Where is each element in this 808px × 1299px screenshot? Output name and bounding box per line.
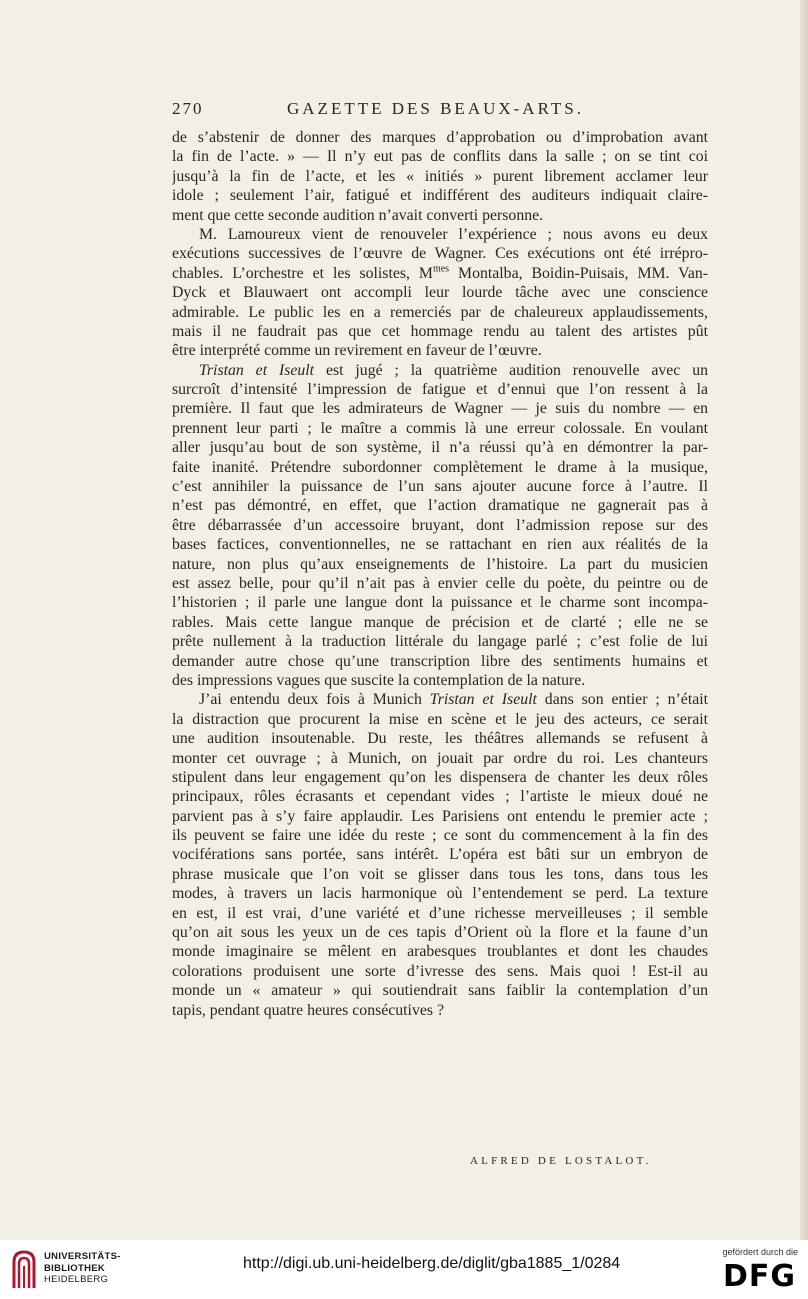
text-segment: est assez belle, pour qu’il n’ait pas à envier celle du poète, du peintre ou de [172,574,708,592]
text-segment: stipulent dans leur engagement qu’on les dispensera de chanter les deux rôles [172,768,708,786]
text-line [172,380,708,399]
text-segment: surcroît d’intensité l’impression de fatigue et d’ennui que l’on ressent à la [172,381,708,399]
text-segment: monde un « amateur » qui soutiendrait sans faiblir la contemplation d’un [172,982,708,1000]
text-segment: faite inanité. Prétendre subordonner complètement le drame à la musique, [172,458,708,476]
text-segment: principaux, rôles écrasants et cependant vides ; l’artiste le mieux doué ne [172,788,708,806]
journal-title: GAZETTE DES BEAUX-ARTS. [287,99,584,118]
text-line [172,206,708,225]
text-line [172,593,708,612]
text-line [172,845,708,864]
superscript: mes [432,263,450,275]
text-segment: mais il ne faudrait pas que cet hommage rendu au talent des artistes pût [172,322,708,340]
text-line [172,962,708,981]
text-segment: J’ai entendu deux fois à Munich [199,691,430,709]
text-segment: monter cet ouvrage ; à Munich, on jouait par ordre du roi. Les chanteurs [172,749,708,767]
text-segment: prennent leur parti ; le maître a commis là une erreur colossale. En voulant [172,419,708,437]
running-head [172,99,708,121]
text-line [172,613,708,632]
text-segment: première. Il faut que les admirateurs de Wagner — je suis du nombre — en [172,400,708,418]
text-segment: n’est pas démontré, en effet, que l’action dramatique ne gagnerait pas à [172,497,708,515]
text-line [172,167,708,186]
text-line [172,865,708,884]
text-line [172,690,708,709]
text-segment: une audition insoutenable. Du reste, les théâtres allemands se refusent à [172,730,708,748]
funded-by-label: gefördert durch die [722,1247,798,1257]
text-segment: monde imaginaire se mêlent en arabesques troublantes et dont les chaudes [172,943,708,961]
text-line [172,942,708,961]
text-segment: la fin de l’acte. » — Il n’y eut pas de conflits dans la salle ; on se tint coi [172,148,708,166]
text-line [172,923,708,942]
text-segment: la distraction que procurent la mise en scène et le jeu des acteurs, ce serait [172,710,708,728]
text-segment: modes, à travers un lacis harmonique où l’entendement se perd. La texture [172,885,708,903]
text-segment: jusqu’à la fin de l’acte, et les « initiés » purent librement acclamer leur [172,167,708,185]
text-line [172,399,708,418]
text-segment: des impressions vagues que suscite la contemplation de la nature. [172,671,586,689]
text-segment: chables. L’orchestre et les solistes, M [172,264,433,282]
text-segment: exécutions successives de l’œuvre de Wagner. Ces exécutions ont été irrépro- [172,245,708,263]
text-segment: être débarrassée d’un accessoire bruyant, dont l’admission repose sur des [172,516,708,534]
text-line [172,496,708,515]
text-line [172,729,708,748]
text-line [172,458,708,477]
text-line [172,787,708,806]
text-line [172,768,708,787]
text-line [172,361,708,380]
text-segment: ment que cette seconde audition n’avait converti personne. [172,206,544,224]
text-line [172,322,708,341]
text-line [172,128,708,147]
author-signature: ALFRED DE LOSTALOT. [470,1155,652,1167]
text-segment: ils peuvent se faire une idée du reste ; ce sont du commencement à la fin des [172,827,708,845]
text-line [172,341,708,360]
text-segment: phrase musicale que l’on voit se glisser dans tous les tons, dans tous les [172,865,708,883]
text-line [172,244,708,263]
text-line [172,225,708,244]
text-segment: admirable. Le public les en a remerciés par de chaleureux applaudissements, [172,303,708,321]
italic-title: Tristan et Iseult [199,361,315,379]
dfg-logo-text: DFG [722,1259,796,1294]
text-line [172,186,708,205]
text-segment: c’est annihiler la puissance de l’un sans ajouter aucune force à l’autre. Il [172,478,708,496]
text-line [172,826,708,845]
text-line [172,535,708,554]
text-line [172,671,708,690]
text-line [172,303,708,322]
text-segment: de s’abstenir de donner des marques d’approbation ou d’improbation avant [172,129,708,146]
page-edge-shadow [800,0,808,1240]
text-segment: aller jusqu’au bout de son système, il n’a réussi qu’à en démontrer la par- [172,439,708,457]
text-segment: nature, non plus qu’aux enseignements de l’histoire. La part du musicien [172,555,708,573]
university-library-logo-icon [10,1248,38,1290]
text-line [172,477,708,496]
text-line [172,710,708,729]
text-segment: bases factices, conventionnelles, ne se rattachant en rien aux réalités de la [172,536,708,554]
page-number: 270 [172,99,204,118]
text-segment: Dyck et Blauwaert ont accompli leur lourde tâche avec une conscience [172,284,708,302]
text-line [172,1001,708,1020]
text-line [172,807,708,826]
library-name: UNIVERSITÄTS- BIBLIOTHEK HEIDELBERG [44,1251,121,1285]
text-line [172,147,708,166]
text-segment: en est, il est vrai, d’une variété et d’une richesse merveilleuses ; il semble [172,904,708,922]
text-segment: colorations produisent une sorte d’ivresse des sens. Mais quoi ! Est-il au [172,962,708,980]
text-segment: idole ; seulement l’air, fatigué et indifférent des auditeurs indiquait claire- [172,187,708,205]
text-segment: prête nullement à la traduction littérale du langage parlé ; c’est folie de lui [172,633,708,651]
article-body [172,128,708,1020]
permalink-url[interactable]: http://digi.ub.uni-heidelberg.de/diglit/gba1885_1/0284 [243,1255,621,1272]
text-line [172,904,708,923]
text-segment: dans son entier ; n’était [536,691,708,709]
text-segment: l’historien ; il parle une langue dont la puissance et le charme sont incompa- [172,594,708,612]
text-line [172,283,708,302]
text-line [172,516,708,535]
text-segment: rables. Mais cette langue manque de précision et de clarté ; elle ne se [172,613,708,631]
text-segment: est jugé ; la quatrième audition renouvelle avec un [314,361,708,379]
text-line [172,555,708,574]
text-segment: tapis, pendant quatre heures consécutives ? [172,1001,444,1019]
italic-title: Tristan et Iseult [429,691,537,709]
text-segment: être interprété comme un revirement en faveur de l’œuvre. [172,342,542,360]
text-line [172,884,708,903]
text-line [172,652,708,671]
text-segment: vociférations sans portée, sans intérêt. L’opéra est bâti sur un embryon de [172,846,708,864]
text-line [172,981,708,1000]
text-segment: parvient pas à s’y faire applaudir. Les Parisiens ont entendu le premier acte ; [172,807,708,825]
text-segment: M. Lamoureux vient de renouveler l’expérience ; nous avons eu deux [199,225,708,243]
text-line [172,438,708,457]
text-segment: demander autre chose qu’une transcription libre des sentiments humains et [172,652,708,670]
text-segment: Montalba, Boidin-Puisais, MM. Van- [449,264,708,282]
digitization-footer [0,1240,808,1299]
text-line [172,632,708,651]
text-line [172,264,708,283]
text-line [172,749,708,768]
text-line [172,419,708,438]
text-segment: qu’on ait sous les yeux un de ces tapis d’Orient où la flore et la faune d’un [172,924,708,942]
text-line [172,574,708,593]
